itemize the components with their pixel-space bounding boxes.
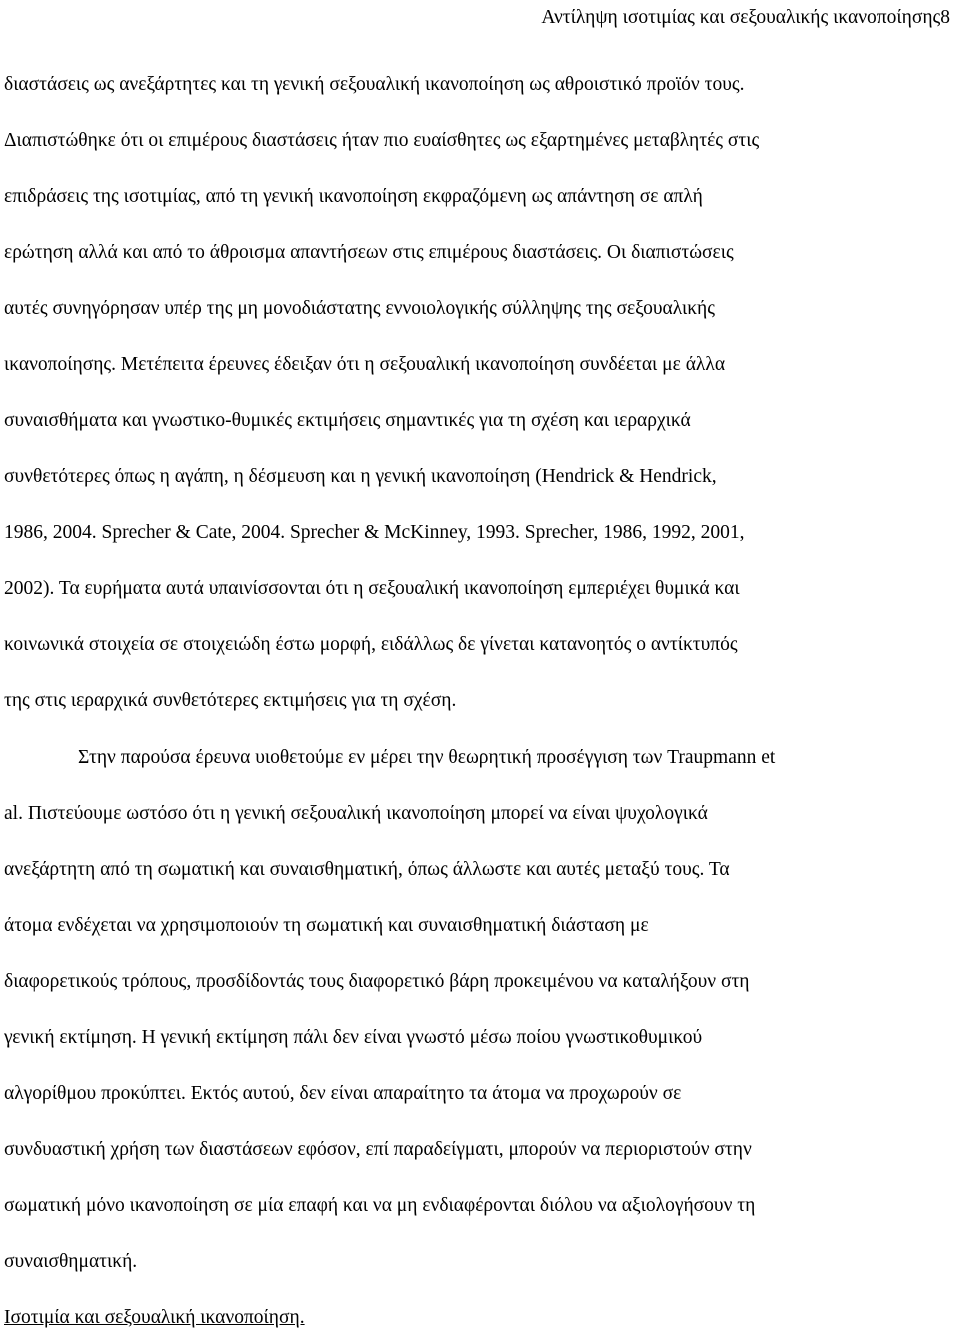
body-line: 2002). Τα ευρήματα αυτά υπαινίσσονται ότι η σεξουαλική ικανοποίηση εμπεριέχει θυμικά και — [4, 578, 740, 599]
body-line: διαφορετικούς τρόπους, προσδίδοντάς τους διαφορετικό βάρη προκειμένου να καταλήξουν στη — [4, 971, 750, 992]
body-line: αυτές συνηγόρησαν υπέρ της μη μονοδιάστατης εννοιολογικής σύλληψης της σεξουαλικής — [4, 298, 715, 319]
paragraph-first-line: Στην παρούσα έρευνα υιοθετούμε εν μέρει την θεωρητική προσέγγιση των Traupmann et — [78, 747, 776, 768]
body-line: επιδράσεις της ισοτιμίας, από τη γενική ικανοποίηση εκφραζόμενη ως απάντηση σε απλή — [4, 186, 703, 207]
body-line: κοινωνικά στοιχεία σε στοιχειώδη έστω μορφή, ειδάλλως δε γίνεται κατανοητός ο αντίκτυπός — [4, 634, 738, 655]
section-heading: Ισοτιμία και σεξουαλική ικανοποίηση. — [4, 1307, 305, 1328]
body-line: 1986, 2004. Sprecher & Cate, 2004. Sprecher & McKinney, 1993. Sprecher, 1986, 1992, 2001, — [4, 522, 745, 543]
body-line: συναισθήματα και γνωστικο-θυμικές εκτιμήσεις σημαντικές για τη σχέση και ιεραρχικά — [4, 410, 691, 431]
body-line: της στις ιεραρχικά συνθετότερες εκτιμήσεις για τη σχέση. — [4, 690, 457, 711]
body-line: Διαπιστώθηκε ότι οι επιμέρους διαστάσεις ήταν πιο ευαίσθητες ως εξαρτημένες μεταβλητές στις — [4, 130, 760, 151]
body-line: συνθετότερες όπως η αγάπη, η δέσμευση και η γενική ικανοποίηση (Hendrick & Hendrick, — [4, 466, 717, 487]
body-line: άτομα ενδέχεται να χρησιμοποιούν τη σωματική και συναισθηματική διάσταση με — [4, 915, 649, 936]
body-line: διαστάσεις ως ανεξάρτητες και τη γενική σεξουαλική ικανοποίηση ως αθροιστικό προϊόν τους. — [4, 74, 745, 95]
body-line: al. Πιστεύουμε ωστόσο ότι η γενική σεξουαλική ικανοποίηση μπορεί να είναι ψυχολογικά — [4, 803, 708, 824]
body-line: ερώτηση αλλά και από το άθροισμα απαντήσεων στις επιμέρους διαστάσεις. Οι διαπιστώσεις — [4, 242, 734, 263]
running-header: Αντίληψη ισοτιμίας και σεξουαλικής ικανοποίησης8 — [541, 7, 950, 28]
body-line: σωματική μόνο ικανοποίηση σε μία επαφή και να μη ενδιαφέρονται διόλου να αξιολογήσουν τη — [4, 1195, 756, 1216]
body-line: συναισθηματική. — [4, 1251, 138, 1272]
body-line: γενική εκτίμηση. Η γενική εκτίμηση πάλι δεν είναι γνωστό μέσω ποίου γνωστικοθυμικού — [4, 1027, 703, 1048]
body-line: ικανοποίησης. Μετέπειτα έρευνες έδειξαν ότι η σεξουαλική ικανοποίηση συνδέεται με άλλα — [4, 354, 726, 375]
body-line: ανεξάρτητη από τη σωματική και συναισθηματική, όπως άλλωστε και αυτές μεταξύ τους. Τα — [4, 859, 730, 880]
body-line: συνδυαστική χρήση των διαστάσεων εφόσον, επί παραδείγματι, μπορούν να περιοριστούν στην — [4, 1139, 752, 1160]
body-line: αλγορίθμου προκύπτει. Εκτός αυτού, δεν είναι απαραίτητο τα άτομα να προχωρούν σε — [4, 1083, 682, 1104]
